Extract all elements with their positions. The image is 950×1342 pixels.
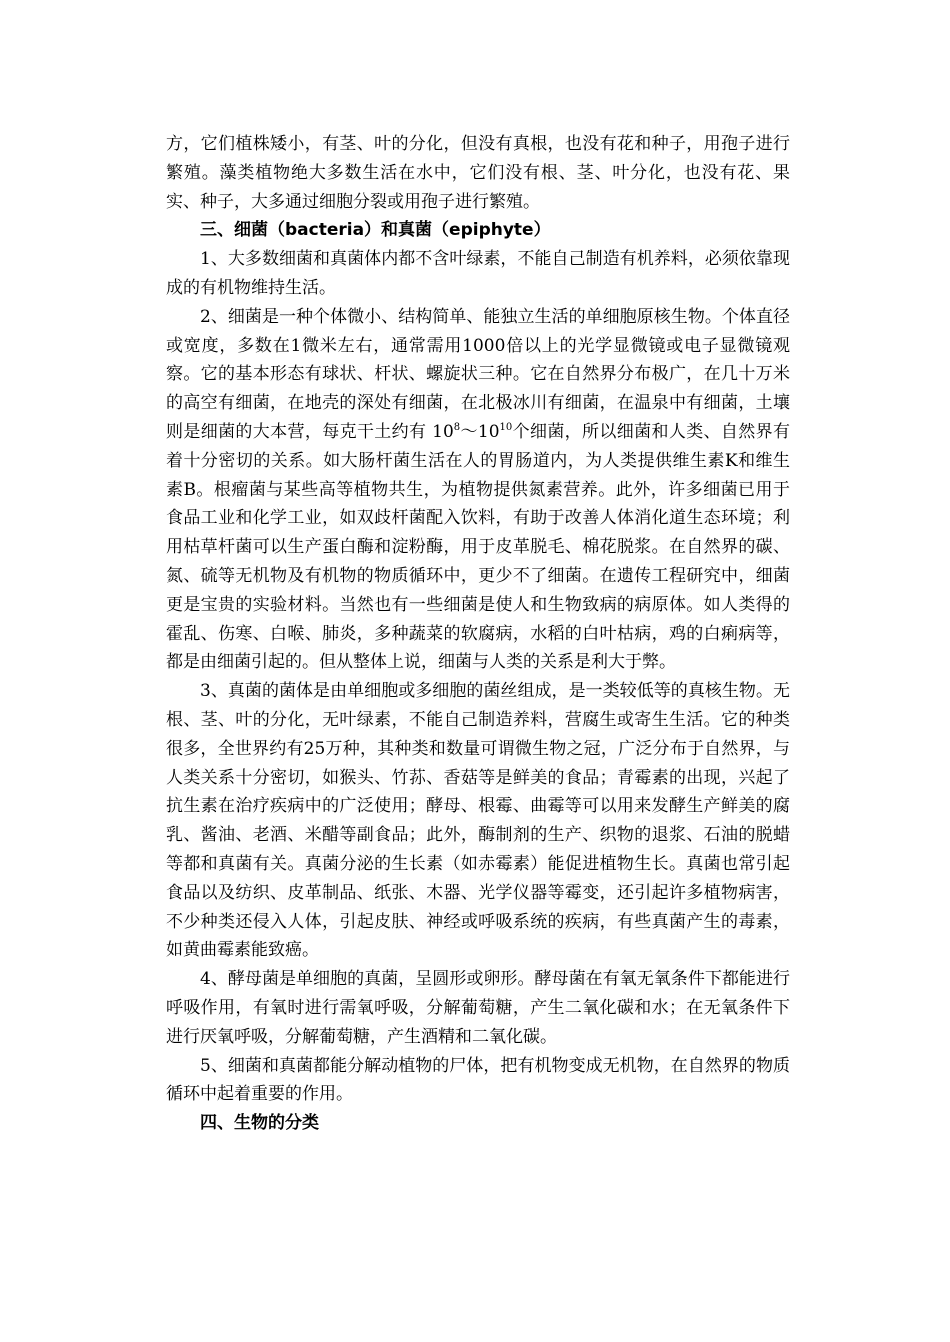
paragraph-item-2-part3: 个细菌，所以细菌和人类、自然界有着十分密切的关系。如大肠杆菌生活在人的胃肠道内，为人类提供维生素K和维生素B。根瘤菌与某些高等植物共生，为植物提供氮素营养。此外，许多细菌已用于食品工业和化学工业，如双歧杆菌配入饮料，有助于改善人体消化道生态环境；利用枯草杆菌可以生产蛋白酶和淀粉酶，用于皮革脱毛、棉花脱浆。在自然界的碳、氮、硫等无机物及有机物的物质循环中，更少不了细菌。在遗传工程研究中，细菌更是宝贵的实验材料。当然也有一些细菌是使人和生物致病的病原体。如人类得的霍乱、伤寒、白喉、肺炎，多种蔬菜的软腐病，水稻的白叶枯病，鸡的白痢病等，都是由细菌引起的。但从整体上说，细菌与人类的关系是利大于弊。 [166, 421, 790, 673]
paragraph-item-5: 5、细菌和真菌都能分解动植物的尸体，把有机物变成无机物，在自然界的物质循环中起着重要的作用。 [166, 1055, 790, 1105]
paragraph-item-3: 3、真菌的菌体是由单细胞或多细胞的菌丝组成，是一类较低等的真核生物。无根、茎、叶的分化，无叶绿素，不能自己制造养料，营腐生或寄生生活。它的种类很多，全世界约有25万种，其种类和数量可谓微生物之冠，广泛分布于自然界，与人类关系十分密切，如猴头、竹荪、香菇等是鲜美的食品；青霉素的出现，兴起了抗生素在治疗疾病中的广泛使用；酵母、根霉、曲霉等可以用来发酵生产鲜美的腐乳、酱油、老酒、米醋等副食品；此外，酶制剂的生产、织物的退浆、石油的脱蜡等都和真菌有关。真菌分泌的生长素（如赤霉素）能促进植物生长。真菌也常引起食品以及纺织、皮革制品、纸张、木器、光学仪器等霉变，还引起许多植物病害，不少种类还侵入人体，引起皮肤、神经或呼吸系统的疾病，有些真菌产生的毒素，如黄曲霉素能致癌。 [166, 681, 790, 961]
paragraph-item-2-part1: 2、细菌是一种个体微小、结构简单、能独立生活的单细胞原核生物。个体直径或宽度，多数在1微米左右，通常需用1000倍以上的光学显微镜或电子显微镜观察。它的基本形态有球状、杆状、螺旋状三种。它在自然界分布极广，在几十万米的高空有细菌，在地壳的深处有细菌，在北极冰川有细菌，在温泉中有细菌，土壤则是细菌的大本营，每克干土约有 10 [166, 306, 790, 442]
section-heading-bacteria-fungi: 三、细菌（bacteria）和真菌（epiphyte） [200, 220, 551, 241]
section-heading-classification: 四、生物的分类 [200, 1113, 319, 1134]
paragraph-item-2 [166, 303, 790, 677]
exponent-8: 8 [453, 421, 461, 433]
paragraph-item-4: 4、酵母菌是单细胞的真菌，呈圆形或卵形。酵母菌在有氧无氧条件下都能进行呼吸作用，有氧时进行需氧呼吸，分解葡萄糖，产生二氧化碳和水；在无氧条件下进行厌氧呼吸，分解葡萄糖，产生酒精和二氧化碳。 [166, 969, 790, 1047]
paragraph-continuation: 方，它们植株矮小，有茎、叶的分化，但没有真根，也没有花和种子，用孢子进行繁殖。藻类植物绝大多数生活在水中，它们没有根、茎、叶分化，也没有花、果实、种子，大多通过细胞分裂或用孢子进行繁殖。 [166, 134, 790, 212]
document-body [166, 130, 790, 1138]
exponent-10: 10 [499, 421, 513, 433]
paragraph-item-1: 1、大多数细菌和真菌体内都不含叶绿素，不能自己制造有机养料，必须依靠现成的有机物维持生活。 [166, 249, 790, 298]
paragraph-item-2-part2: ～10 [460, 421, 500, 442]
